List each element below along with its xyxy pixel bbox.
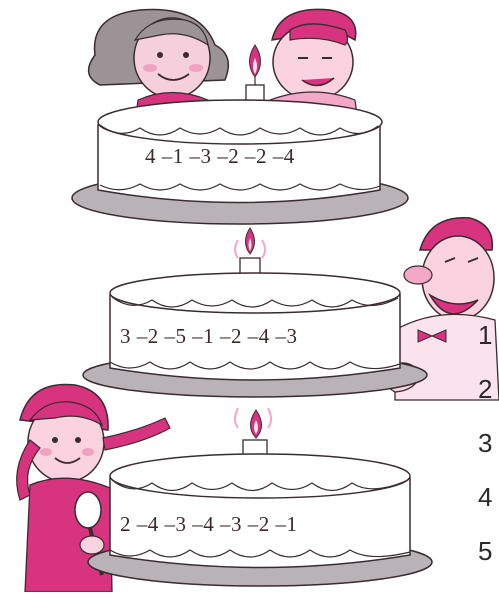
cake-top-sequence: 4 –1 –3 –2 –2 –4 <box>145 144 295 168</box>
boy-figure-top <box>268 9 357 115</box>
side-number-5: 5 <box>478 536 493 566</box>
side-number-4: 4 <box>478 482 493 512</box>
side-number-3: 3 <box>478 428 493 458</box>
cake-middle-sequence: 3 –2 –5 –1 –2 –4 –3 <box>120 324 298 348</box>
side-number-1: 1 <box>478 320 493 350</box>
side-number-2: 2 <box>478 374 493 404</box>
girl-figure-top <box>89 9 229 115</box>
cake-bottom-sequence: 2 –4 –3 –4 –3 –2 –1 <box>120 512 298 536</box>
